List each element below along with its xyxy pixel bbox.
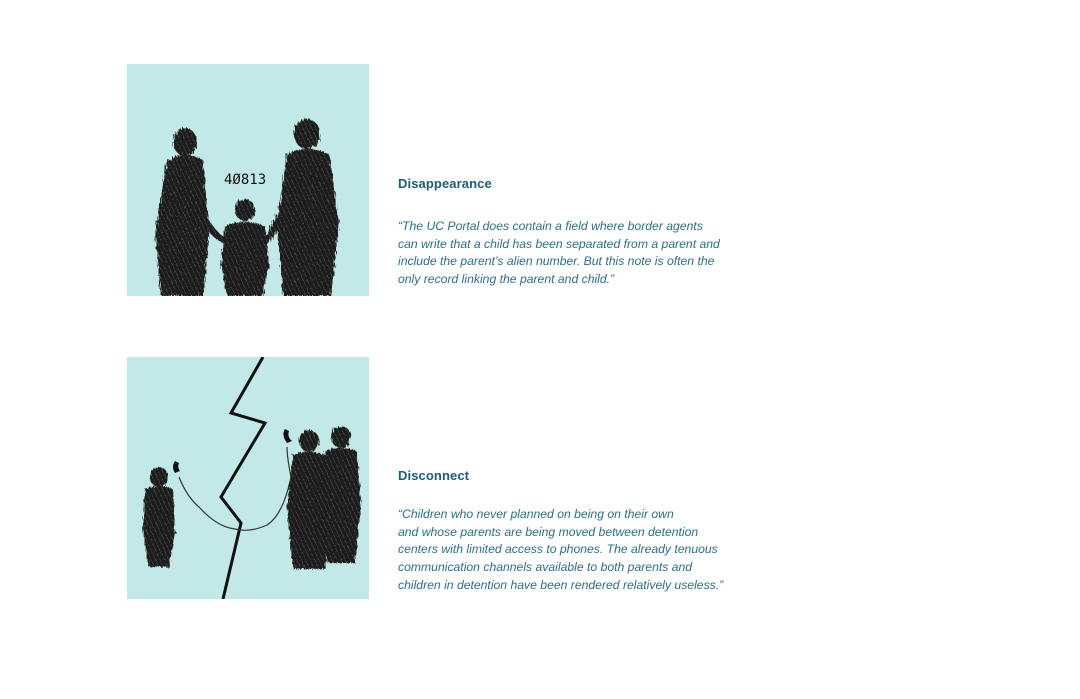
- section-quote: [398, 506, 728, 595]
- quote-line: communication channels available to both parents and: [398, 560, 693, 575]
- phone-receiver-icon: [283, 429, 292, 443]
- alien-number-label: 4Ø813: [224, 172, 267, 188]
- disconnect-illustration: [127, 357, 369, 599]
- phone-receiver-icon: [173, 461, 180, 473]
- quote-line: only record linking the parent and child.”: [398, 272, 615, 287]
- broken-phone-line-icon: [127, 357, 369, 599]
- quote-line: centers with limited access to phones. The already tenuous: [398, 542, 718, 557]
- section-title: Disconnect: [398, 468, 470, 483]
- quote-line: “The UC Portal does contain a field where border agents: [398, 219, 703, 233]
- disappearance-caption: [398, 176, 728, 289]
- quote-line: can write that a child has been separated from a parent and: [398, 236, 720, 251]
- disappearance-illustration: [127, 64, 369, 296]
- quote-line: children in detention have been rendered relatively useless.”: [398, 577, 724, 592]
- quote-line: and whose parents are being moved between detention: [398, 524, 699, 539]
- quote-line: include the parent’s alien number. But this note is often the: [398, 254, 715, 269]
- section-quote: [398, 218, 728, 289]
- quote-line: “Children who never planned on being on their own: [398, 507, 674, 521]
- family-silhouette-icon: [127, 64, 369, 296]
- disconnect-caption: [398, 468, 728, 595]
- crack-line: [221, 357, 265, 599]
- section-title: Disappearance: [398, 176, 492, 191]
